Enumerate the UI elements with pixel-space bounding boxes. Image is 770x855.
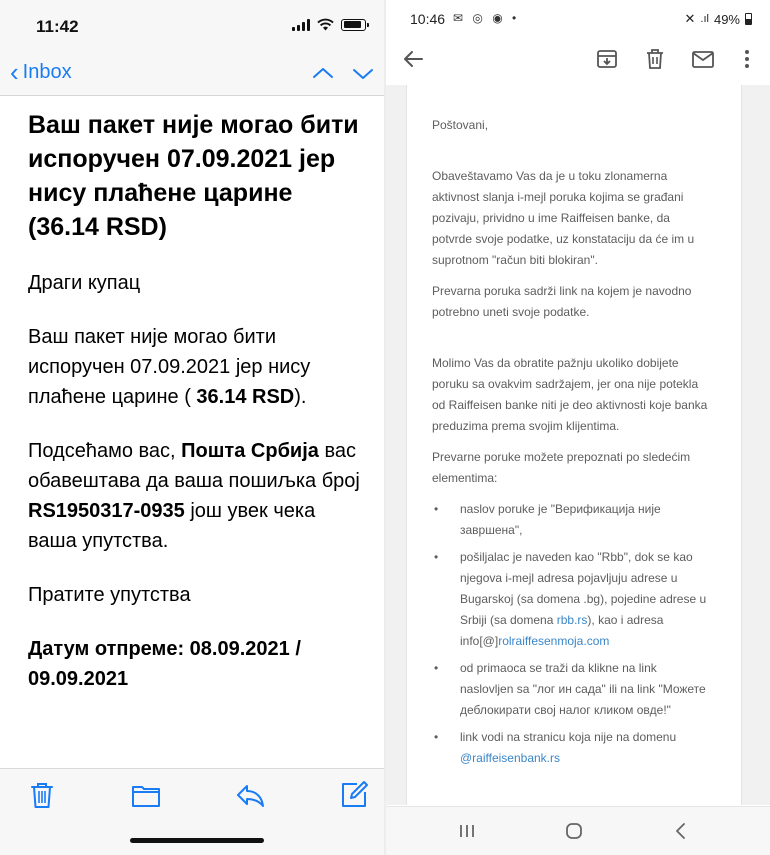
- email-body-text: [432, 115, 712, 844]
- bullet-icon: •: [434, 502, 439, 516]
- reply-icon[interactable]: [234, 779, 266, 811]
- ios-nav-bar: [0, 50, 384, 96]
- salutation: Poštovani,: [432, 118, 489, 132]
- ios-mail-screen: [0, 0, 384, 855]
- tracking-number: RS1950317-0935: [28, 500, 185, 522]
- battery-icon: [745, 13, 752, 25]
- email-body-frame: [386, 85, 770, 805]
- p1-text: Ваш пакет није могао бити испоручен 07.09.2021 јер нису плаћене царине (: [28, 326, 311, 408]
- chevron-left-icon: ‹: [10, 57, 19, 87]
- notification-icons: ✉ ◎ ◉ •: [453, 11, 520, 25]
- android-status-icons: [685, 11, 753, 27]
- mute-icon: ✕: [684, 11, 696, 26]
- p2-text-end: још увек чека ваша упутства.: [28, 500, 316, 552]
- bullet-icon: •: [434, 661, 439, 675]
- battery-icon: [341, 19, 366, 31]
- mail-paragraph-1: Obaveštavamo Vas da je u toku zlonamerna aktivnost slanja i-mejl poruka kojima se građani pozivaju, prividno u ime Raiffeisen banke, da potvrde svoje podatke, uz konstataciju da će im u suprotnom "račun biti blokiran".: [432, 169, 695, 267]
- back-icon[interactable]: [670, 820, 692, 842]
- archive-icon[interactable]: [594, 46, 620, 72]
- battery-percent: 49%: [713, 11, 740, 27]
- home-icon[interactable]: [563, 820, 585, 842]
- previous-message-icon[interactable]: [310, 62, 336, 84]
- recent-apps-icon[interactable]: [456, 820, 478, 842]
- body-paragraph-1: [28, 322, 368, 412]
- mail-icon[interactable]: [690, 46, 716, 72]
- b2-text: pošiljalac je naveden kao "Rbb", dok se kao njegova i-mejl adresa pojavljuju adrese u Bugarskoj (sa domena .bg), pojedine adrese u Srbiji (sa domena: [460, 550, 707, 627]
- customs-amount: 36.14 RSD: [196, 386, 295, 408]
- greeting: Драги купац: [28, 272, 141, 294]
- list-item: [432, 499, 712, 541]
- next-message-icon[interactable]: [350, 62, 376, 84]
- b4-text: link vodi na stranicu koja nije na domenu: [460, 730, 677, 744]
- list-item: [432, 547, 712, 652]
- compose-icon[interactable]: [338, 779, 370, 811]
- list-item: [432, 658, 712, 721]
- android-nav-bar: [386, 806, 770, 855]
- folder-icon[interactable]: [130, 779, 162, 811]
- rbb-link[interactable]: rbb.rs: [556, 613, 588, 627]
- bullet-text-3: od primaoca se traži da klikne na link naslovljen sa "лог ин сада" ili na link "Можете деблокирати свој налог кликом овде!": [460, 661, 706, 717]
- phishing-domain-link[interactable]: rolraiffesenmoja.com: [498, 634, 610, 648]
- mail-paragraph-4: Prevarne poruke možete prepoznati po sledećim elementima:: [432, 450, 691, 485]
- b2-text-mid: ), kao i adresa info[@]: [460, 613, 664, 648]
- back-label: Inbox: [22, 60, 72, 83]
- mail-paragraph-3: Molimo Vas da obratite pažnju ukoliko dobijete poruku sa ovakvim sadržajem, jer ona nije potekla od Raiffeisen banke niti je deo aktivnosti koje banka preduzima prema svojim klijentima.: [432, 356, 708, 433]
- p2-text-mid: вас обавештава да ваша пошиљка број: [28, 440, 360, 492]
- wifi-icon: [317, 18, 334, 31]
- raiffeisen-domain-link[interactable]: @raiffeisenbank.rs: [460, 751, 561, 765]
- body-paragraph-2: [28, 436, 368, 556]
- message-subject: Ваш пакет није могао бити испоручен 07.09.2021 јер нису плаћене царине (36.14 RSD): [28, 111, 359, 241]
- trash-icon[interactable]: [26, 779, 58, 811]
- mail-paragraph-2: Prevarna poruka sadrži link na kojem je navodno potrebno uneti svoje podatke.: [432, 284, 692, 319]
- gmail-app-bar: [386, 38, 770, 82]
- message-content: [28, 104, 368, 694]
- inbox-back-button[interactable]: [10, 59, 72, 85]
- sender-name: Пошта Србија: [181, 440, 319, 462]
- bullet-text-4: [460, 727, 712, 769]
- message-nav: [310, 62, 376, 84]
- ios-status-bar: [0, 0, 384, 50]
- list-item: [432, 727, 712, 769]
- p1-text-end: ).: [294, 386, 307, 408]
- bullet-text-2: [460, 547, 712, 652]
- signal-icon: [292, 19, 310, 31]
- android-status-time: 10:46: [410, 11, 446, 27]
- bullet-text-1: naslov poruke je "Верификација није завршена",: [460, 502, 661, 537]
- status-time: 11:42: [36, 17, 79, 36]
- signal-icon: .ıl: [700, 13, 709, 25]
- p2-text: Подсећамо вас,: [28, 440, 182, 462]
- more-icon[interactable]: [734, 46, 760, 72]
- home-indicator: [130, 838, 264, 843]
- bullet-icon: •: [434, 550, 439, 564]
- android-status-bar: [386, 0, 770, 38]
- delete-icon[interactable]: [642, 46, 668, 72]
- shipment-date: Датум отпреме: 08.09.2021 / 09.09.2021: [28, 638, 301, 690]
- back-arrow-icon[interactable]: [400, 46, 426, 72]
- status-icons: [292, 18, 366, 31]
- body-paragraph-3: Пратите упутства: [28, 584, 191, 606]
- bullet-icon: •: [434, 730, 439, 744]
- android-mail-screen: [386, 0, 770, 855]
